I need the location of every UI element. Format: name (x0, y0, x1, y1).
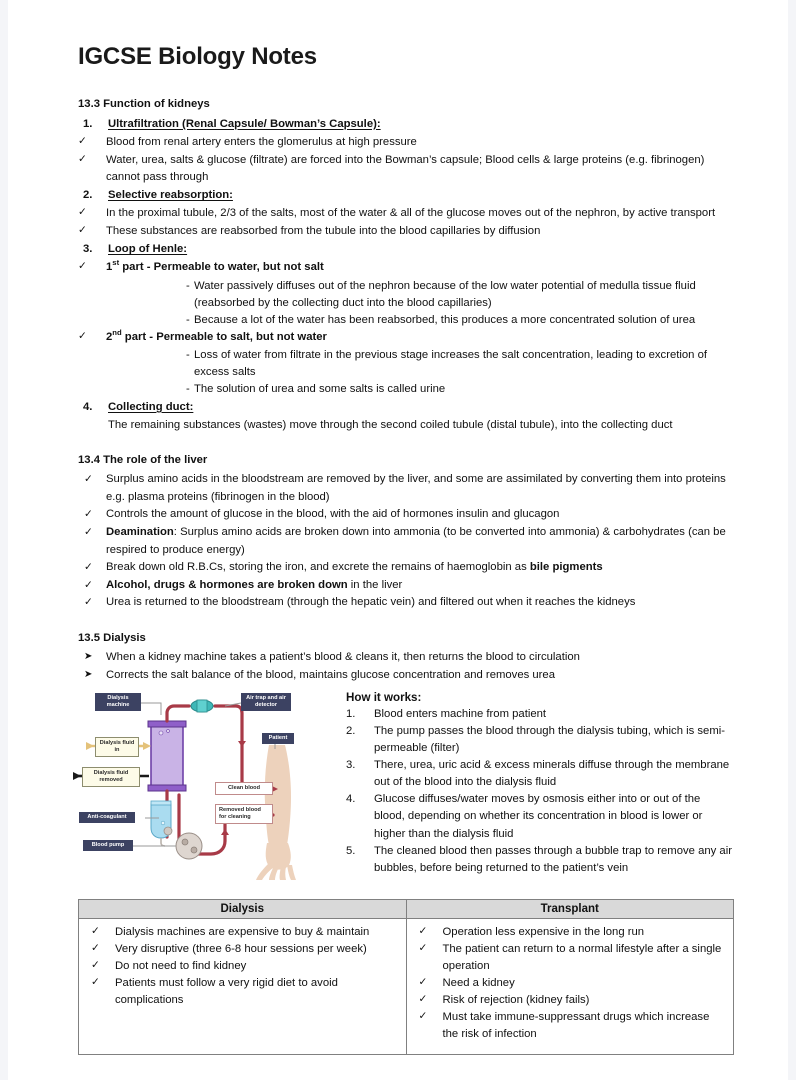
section-heading-kidneys: 13.3 Function of kidneys (78, 98, 210, 111)
label-dialysis-fluid-removed: Dialysis fluid removed (82, 767, 140, 787)
tick-text: These substances are reabsorbed from the tubule into the blood capillaries by diffusion (106, 225, 541, 238)
dash-bullet (78, 381, 734, 398)
list-item-text: Need a kidney (442, 977, 515, 990)
label-clean-blood: Clean blood (215, 782, 273, 795)
bile-pigments-term: bile pigments (529, 561, 603, 574)
label-anti-coagulant: Anti-coagulant (79, 812, 135, 823)
list-item (85, 958, 400, 975)
outline-item-2 (78, 187, 734, 204)
dash-text: Because a lot of the water has been reabsorbed, this produces a more concentrated solution of urea (194, 313, 696, 326)
tick-bullet (78, 134, 734, 151)
page-title: IGCSE Biology Notes (78, 43, 317, 70)
check-icon: ✓ (78, 134, 87, 147)
outline-number: 1. (83, 117, 93, 130)
dash-icon: - (186, 383, 190, 396)
blood-pump (176, 833, 202, 859)
dash-text: The solution of urea and some salts is called urine (194, 383, 446, 396)
dialysis-vs-transplant-table (78, 899, 734, 1055)
outline-number: 2. (83, 189, 93, 202)
check-icon: ✓ (78, 224, 87, 237)
label-patient: Patient (262, 733, 294, 744)
check-icon: ✓ (84, 578, 93, 591)
outline-item-1 (78, 116, 734, 133)
list-item-text: Dialysis machines are expensive to buy & maintain (115, 925, 370, 938)
check-icon: ✓ (418, 1010, 428, 1023)
dash-icon: - (186, 349, 190, 362)
label-dialysis-fluid-in: Dialysis fluid in (95, 737, 139, 757)
bile-body: Break down old R.B.Cs, storing the iron, and excrete the remains of haemoglobin as (106, 561, 530, 574)
step-number: 2. (346, 724, 356, 737)
deamination-term: Deamination (106, 525, 174, 538)
deamination-body: : Surplus amino acids are broken down into ammonia (to be converted into ammonia) & carbohydrates (can be respired to produce energy) (106, 525, 726, 556)
column-header-dialysis: Dialysis (79, 899, 407, 918)
tick-text: Water, urea, salts & glucose (filtrate) are forced into the Bowman’s capsule; Blood cells & large proteins (e.g. fibrinogen) cannot pass through (106, 153, 705, 184)
check-icon: ✓ (91, 976, 100, 989)
dash-bullet (78, 312, 734, 329)
step-number: 4. (346, 793, 356, 806)
dialysis-bullet (78, 649, 734, 667)
section-heading-liver: 13.4 The role of the liver (78, 453, 208, 466)
tick-text: Blood from renal artery enters the glomerulus at high pressure (106, 135, 417, 148)
dash-icon: - (186, 279, 190, 292)
liver-bullet-deamination (78, 524, 734, 559)
tick-bullet-loop-part1 (78, 259, 734, 276)
liver-text: Urea is returned to the bloodstream (through the hepatic vein) and filtered out when it reaches the kidneys (106, 596, 636, 609)
ordinal-suffix: nd (112, 328, 122, 338)
check-icon: ✓ (418, 924, 428, 937)
step-number: 3. (346, 759, 356, 772)
outline-label: Loop of Henle: (108, 243, 188, 256)
tick-bullet-loop-part2 (78, 329, 734, 346)
tick-bullet (78, 205, 734, 222)
outline-number: 4. (83, 400, 93, 413)
step-text: The cleaned blood then passes through a bubble trap to remove any air bubbles, before being returned to the patient’s vein (374, 844, 732, 874)
section-heading-dialysis: 13.5 Dialysis (78, 631, 146, 644)
cell-dialysis-points (79, 918, 407, 1054)
liver-text (106, 524, 734, 559)
dialysis-bullet (78, 667, 734, 685)
dialysis-text: When a kidney machine takes a patient’s blood & cleans it, then returns the blood to circulation (106, 651, 580, 664)
liver-bullet-bile (78, 559, 734, 577)
list-item (85, 975, 400, 1009)
outline-label: Selective reabsorption: (108, 189, 233, 202)
table-row (79, 918, 734, 1054)
check-icon: ✓ (78, 329, 87, 342)
check-icon: ✓ (78, 152, 87, 165)
outline-label: Ultrafiltration (Renal Capsule/ Bowman’s Capsule): (108, 117, 381, 130)
liver-text (106, 577, 734, 595)
list-item-text: Patients must follow a very rigid diet to avoid complications (115, 977, 338, 1007)
list-item (413, 1009, 728, 1043)
air-trap-and-detector (191, 700, 213, 712)
tick-text (106, 259, 734, 276)
check-icon: ✓ (91, 924, 100, 937)
ordinal-suffix: st (112, 258, 120, 268)
dialyser-unit (148, 721, 186, 791)
list-item (85, 941, 400, 958)
liver-bullet (78, 471, 734, 506)
how-it-works-block (346, 691, 734, 878)
dash-bullet (78, 347, 734, 381)
label-air-trap-and-air-detector: Air trap and air detector (241, 693, 291, 711)
how-it-works-step (346, 723, 734, 757)
check-icon: ✓ (84, 561, 93, 574)
how-it-works-title: How it works: (346, 690, 422, 704)
label-dialysis-machine: Dialysis machine (95, 693, 141, 711)
dash-text: Water passively diffuses out of the nephron because of the low water potential of medulla tissue fluid (reabsorbed by the collecting duct into the blood capillaries) (194, 279, 696, 309)
step-number: 5. (346, 844, 356, 857)
label-removed-blood-for-cleaning: Removed blood for cleaning (215, 804, 273, 824)
check-icon: ✓ (78, 206, 87, 219)
alcohol-term: Alcohol, drugs & hormones are broken down (106, 578, 348, 591)
table-header-row (79, 899, 734, 918)
check-icon: ✓ (84, 473, 93, 486)
outline-number: 3. (83, 243, 93, 256)
arrow-icon: ➤ (84, 651, 93, 663)
tick-text (106, 329, 734, 346)
check-icon: ✓ (418, 976, 428, 989)
arrow-icon: ➤ (84, 668, 93, 680)
label-blood-pump: Blood pump (83, 840, 133, 851)
tick-bullet (78, 223, 734, 240)
check-icon: ✓ (78, 260, 87, 273)
liver-text: Controls the amount of glucose in the blood, with the aid of hormones insulin and glucagon (106, 508, 560, 521)
tick-text: In the proximal tubule, 2/3 of the salts, most of the water & all of the glucose moves out of the nephron, by active transport (106, 207, 716, 220)
tick-bullet (78, 152, 734, 186)
check-icon: ✓ (84, 508, 93, 521)
check-icon: ✓ (91, 941, 100, 954)
collecting-duct-body: The remaining substances (wastes) move through the second coiled tubule (distal tubule), into the collecting duct (108, 418, 673, 431)
check-icon: ✓ (84, 525, 93, 538)
diagram-and-steps (78, 691, 734, 883)
list-item (413, 924, 728, 941)
step-number: 1. (346, 707, 356, 720)
dash-icon: - (186, 313, 190, 326)
column-header-transplant: Transplant (406, 899, 734, 918)
list-item-text: Very disruptive (three 6-8 hour sessions per week) (115, 942, 367, 955)
liver-bullet (78, 506, 734, 524)
dialysis-text: Corrects the salt balance of the blood, maintains glucose concentration and removes urea (106, 668, 555, 681)
dash-bullet (78, 278, 734, 312)
list-item-text: The patient can return to a normal lifestyle after a single operation (442, 942, 722, 972)
outline-label: Collecting duct: (108, 400, 194, 413)
liver-bullet-alcohol (78, 577, 734, 595)
outline-item-4 (78, 399, 734, 416)
alcohol-body: in the liver (347, 578, 403, 591)
list-item-text: Operation less expensive in the long run (442, 925, 645, 938)
how-it-works-step (346, 791, 734, 842)
liver-text (106, 559, 734, 577)
part-title: part - Permeable to water, but not salt (119, 261, 324, 274)
list-item-text: Risk of rejection (kidney fails) (442, 994, 590, 1007)
ordinal-number: 1 (106, 261, 113, 274)
list-item (85, 924, 400, 941)
check-icon: ✓ (84, 596, 93, 609)
ordinal-number: 2 (106, 330, 113, 343)
how-it-works-step (346, 706, 734, 723)
check-icon: ✓ (418, 993, 428, 1006)
cell-transplant-points (406, 918, 734, 1054)
how-it-works-step (346, 843, 734, 877)
check-icon: ✓ (91, 958, 100, 971)
liver-text: Surplus amino acids in the bloodstream are removed by the liver, and some are assimilated by converting them into proteins e.g. plasma proteins (fibrinogen in the blood) (106, 473, 726, 503)
anticoagulant-bag (151, 801, 172, 846)
liver-bullet (78, 594, 734, 612)
how-it-works-step (346, 757, 734, 791)
step-text: There, urea, uric acid & excess minerals diffuse through the membrane out of the blood into the dialysis fluid (374, 759, 730, 789)
list-item (413, 975, 728, 992)
part-title: part - Permeable to salt, but not water (121, 330, 327, 343)
document-content (78, 44, 734, 1055)
step-text: The pump passes the blood through the dialysis tubing, which is semi-permeable (filter) (374, 724, 726, 754)
outline-item-3 (78, 241, 734, 258)
list-item-text: Do not need to find kidney (115, 959, 247, 972)
dash-text: Loss of water from filtrate in the previous stage increases the salt concentration, leading to excretion of excess salts (194, 349, 708, 379)
step-text: Blood enters machine from patient (374, 707, 547, 720)
list-item (413, 941, 728, 975)
check-icon: ✓ (418, 941, 428, 954)
list-item-text: Must take immune-suppressant drugs which increase the risk of infection (442, 1011, 710, 1041)
step-text: Glucose diffuses/water moves by osmosis either into or out of the blood, depending on whether its concentration in blood is lower or higher than the dialysis fluid (374, 793, 703, 840)
dialysis-machine-diagram (73, 691, 341, 881)
document-page (8, 0, 788, 1080)
list-item (413, 992, 728, 1009)
